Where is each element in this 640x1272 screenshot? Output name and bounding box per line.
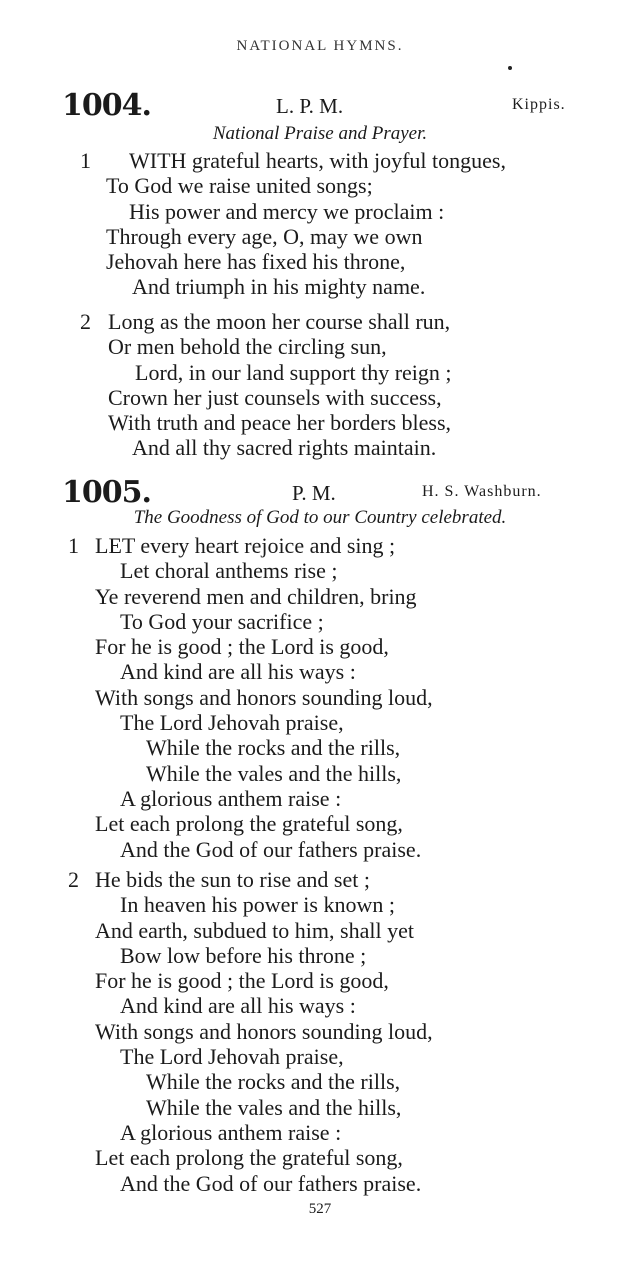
verse-line-text: Crown her just counsels with success, — [108, 384, 442, 410]
verse-line-text: And kind are all his ways : — [120, 659, 356, 685]
verse-line-text: For he is good ; the Lord is good, — [95, 634, 389, 660]
verse-line-text: While the rocks and the rills, — [146, 735, 401, 761]
stanza-number: 2 — [68, 867, 79, 892]
tune-name: Kippis. — [512, 96, 566, 113]
stanza — [0, 148, 640, 300]
verse-line — [0, 334, 640, 359]
verse-line — [0, 993, 640, 1018]
verse-line-text: Through every age, O, may we own — [106, 223, 423, 249]
verse-line-text: And triumph in his mighty name. — [132, 274, 426, 300]
verse-line — [0, 735, 640, 760]
verse-line-text: While the vales and the hills, — [146, 760, 402, 786]
verse-line — [0, 173, 640, 198]
running-head: NATIONAL HYMNS. — [236, 38, 404, 54]
verse-line — [0, 309, 640, 334]
verse-line-text: A glorious anthem raise : — [120, 785, 342, 811]
verse-line-text: Let each prolong the grateful song, — [95, 811, 403, 837]
hymn-header — [0, 88, 640, 123]
verse-line — [0, 1044, 640, 1069]
verse-line — [0, 1019, 640, 1044]
verse-line-text: Ye reverend men and children, bring — [95, 583, 417, 609]
verse-line — [0, 385, 640, 410]
verse-line — [0, 558, 640, 583]
verse-line — [0, 685, 640, 710]
verse-line-text: And kind are all his ways : — [120, 993, 356, 1019]
verse-line — [0, 584, 640, 609]
verse-line-text: With songs and honors sounding loud, — [95, 1018, 433, 1044]
verse-line — [0, 274, 640, 299]
verse-line — [0, 360, 640, 385]
verse-line — [0, 892, 640, 917]
verse-line-text: WITH grateful hearts, with joyful tongues, — [129, 148, 506, 173]
verse-line-text: To God your sacrifice ; — [120, 608, 324, 634]
verse-line-text: He bids the sun to rise and set ; — [95, 867, 370, 892]
verse-line — [0, 1095, 640, 1120]
verse-line — [0, 634, 640, 659]
verse-line-text: With truth and peace her borders bless, — [108, 410, 452, 436]
stanza-number: 1 — [80, 148, 91, 173]
verse-line-text: Long as the moon her course shall run, — [108, 309, 451, 334]
verse-line — [0, 410, 640, 435]
verse-line-text: And all thy sacred rights maintain. — [132, 435, 437, 461]
verse-line — [0, 786, 640, 811]
verse-line — [0, 199, 640, 224]
verse-line-text: And earth, subdued to him, shall yet — [95, 917, 414, 943]
stanza-number: 1 — [68, 533, 79, 558]
verse-line-text: A glorious anthem raise : — [120, 1119, 342, 1145]
hymn-subtitle: The Goodness of God to our Country celebrated. — [133, 507, 507, 528]
verse-line-text: With songs and honors sounding loud, — [95, 684, 433, 710]
verse-line-text: To God we raise united songs; — [106, 173, 373, 199]
verse-line-text: Or men behold the circling sun, — [108, 334, 387, 360]
verse-line-text: Jehovah here has fixed his throne, — [106, 249, 406, 275]
verse-line-text: While the vales and the hills, — [146, 1094, 402, 1120]
verse-line — [0, 943, 640, 968]
verse-line-text: Bow low before his throne ; — [120, 942, 367, 968]
verse-line — [0, 1171, 640, 1196]
verse-line — [0, 867, 640, 892]
stanza — [0, 533, 640, 862]
verse-line-text: Lord, in our land support thy reign ; — [135, 359, 452, 385]
hymn-number: 1005. — [62, 475, 151, 510]
verse-line-text: Let choral anthems rise ; — [120, 558, 338, 584]
verse-line-text: His power and mercy we proclaim : — [129, 198, 445, 224]
stanza — [0, 309, 640, 461]
stanza-number: 2 — [80, 309, 91, 334]
verse-line-text: LET every heart rejoice and sing ; — [95, 533, 396, 558]
verse-line-text: In heaven his power is known ; — [120, 892, 395, 918]
verse-line-text: And the God of our fathers praise. — [120, 836, 422, 862]
verse-line — [0, 761, 640, 786]
hymn-meter: P. M. — [292, 481, 336, 505]
tune-name: H. S. Washburn. — [422, 483, 542, 500]
verse-line — [0, 811, 640, 836]
verse-line-text: The Lord Jehovah praise, — [120, 1044, 344, 1070]
hymn-meter: L. P. M. — [276, 94, 344, 118]
verse-line-text: While the rocks and the rills, — [146, 1069, 401, 1095]
verse-line — [0, 148, 640, 173]
verse-line — [0, 710, 640, 735]
hymn-number: 1004. — [62, 88, 151, 123]
verse-line-text: For he is good ; the Lord is good, — [95, 968, 389, 994]
verse-line — [0, 1120, 640, 1145]
hymn-subtitle: National Praise and Prayer. — [212, 123, 428, 144]
print-dot — [508, 66, 512, 70]
hymn-header — [0, 475, 640, 510]
verse-line — [0, 249, 640, 274]
verse-line-text: And the God of our fathers praise. — [120, 1170, 422, 1196]
verse-line — [0, 1145, 640, 1170]
stanza — [0, 867, 640, 1196]
verse-line — [0, 659, 640, 684]
verse-line — [0, 435, 640, 460]
verse-line — [0, 533, 640, 558]
page-number: 527 — [308, 1201, 332, 1217]
verse-line — [0, 609, 640, 634]
verse-line-text: Let each prolong the grateful song, — [95, 1145, 403, 1171]
verse-line — [0, 968, 640, 993]
verse-line-text: The Lord Jehovah praise, — [120, 710, 344, 736]
verse-line — [0, 1069, 640, 1094]
verse-line — [0, 224, 640, 249]
verse-line — [0, 918, 640, 943]
verse-line — [0, 837, 640, 862]
